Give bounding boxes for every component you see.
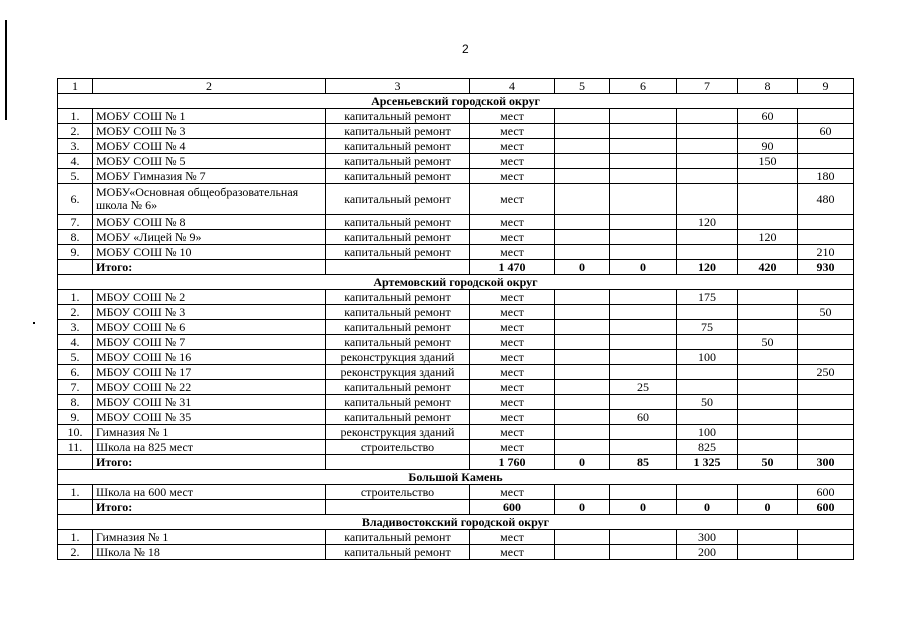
table-row	[58, 485, 854, 500]
section-row	[58, 94, 854, 109]
total-unit: 1 760	[470, 455, 555, 470]
total-col7: 120	[677, 260, 738, 275]
total-name: Итого:	[93, 260, 326, 275]
cell-col6	[610, 215, 677, 230]
cell-col5	[555, 320, 610, 335]
cell-col8	[738, 169, 798, 184]
cell-col6: 25	[610, 380, 677, 395]
cell-col6	[610, 320, 677, 335]
cell-col7: 175	[677, 290, 738, 305]
cell-col5	[555, 124, 610, 139]
cell-col8	[738, 485, 798, 500]
cell-col7	[677, 305, 738, 320]
cell-col9	[798, 425, 854, 440]
cell-name: МБОУ СОШ № 7	[93, 335, 326, 350]
cell-col7: 120	[677, 215, 738, 230]
cell-unit: мест	[470, 365, 555, 380]
cell-col5	[555, 245, 610, 260]
cell-col7	[677, 245, 738, 260]
cell-col9: 250	[798, 365, 854, 380]
cell-num: 8.	[58, 395, 93, 410]
cell-num: 4.	[58, 154, 93, 169]
table-row	[58, 139, 854, 154]
cell-col6	[610, 290, 677, 305]
cell-col7	[677, 124, 738, 139]
table-row	[58, 184, 854, 215]
cell-unit: мест	[470, 169, 555, 184]
cell-col6	[610, 305, 677, 320]
cell-unit: мест	[470, 335, 555, 350]
cell-num: 5.	[58, 169, 93, 184]
cell-col9	[798, 290, 854, 305]
cell-num: 3.	[58, 139, 93, 154]
cell-col6	[610, 440, 677, 455]
cell-col9	[798, 440, 854, 455]
cell-unit: мест	[470, 350, 555, 365]
cell-work-type: капитальный ремонт	[326, 215, 470, 230]
cell-col9	[798, 230, 854, 245]
cell-col7	[677, 485, 738, 500]
cell-num: 7.	[58, 215, 93, 230]
cell-col6	[610, 335, 677, 350]
total-col6: 85	[610, 455, 677, 470]
cell-col5	[555, 230, 610, 245]
cell-work-type: капитальный ремонт	[326, 109, 470, 124]
cell-work-type: капитальный ремонт	[326, 245, 470, 260]
cell-name: Гимназия № 1	[93, 425, 326, 440]
cell-col8: 120	[738, 230, 798, 245]
cell-col9	[798, 154, 854, 169]
cell-col7	[677, 154, 738, 169]
cell-work-type: капитальный ремонт	[326, 335, 470, 350]
cell-col9	[798, 380, 854, 395]
cell-col5	[555, 440, 610, 455]
cell-col8	[738, 365, 798, 380]
cell-col6	[610, 109, 677, 124]
cell-col9	[798, 109, 854, 124]
cell-num: 4.	[58, 335, 93, 350]
cell-name: МБОУ СОШ № 2	[93, 290, 326, 305]
cell-col5	[555, 154, 610, 169]
table-row	[58, 365, 854, 380]
table-row	[58, 109, 854, 124]
cell-name: МОБУ СОШ № 4	[93, 139, 326, 154]
cell-name: МБОУ СОШ № 16	[93, 350, 326, 365]
cell-col9	[798, 320, 854, 335]
total-col9: 300	[798, 455, 854, 470]
cell-name: МБОУ СОШ № 6	[93, 320, 326, 335]
table-row	[58, 410, 854, 425]
cell-col8	[738, 395, 798, 410]
cell-col9: 600	[798, 485, 854, 500]
cell-num: 8.	[58, 230, 93, 245]
header-cell-2: 2	[93, 79, 326, 94]
cell-name: МОБУ СОШ № 3	[93, 124, 326, 139]
cell-unit: мест	[470, 124, 555, 139]
total-num	[58, 455, 93, 470]
cell-work-type: капитальный ремонт	[326, 530, 470, 545]
section-row	[58, 515, 854, 530]
table-row	[58, 290, 854, 305]
cell-col7	[677, 335, 738, 350]
cell-work-type: строительство	[326, 440, 470, 455]
total-name: Итого:	[93, 500, 326, 515]
cell-unit: мест	[470, 109, 555, 124]
table-row	[58, 305, 854, 320]
cell-col5	[555, 380, 610, 395]
cell-num: 11.	[58, 440, 93, 455]
cell-col5	[555, 395, 610, 410]
cell-num: 6.	[58, 184, 93, 215]
cell-col8	[738, 530, 798, 545]
section-title: Большой Камень	[58, 470, 854, 485]
cell-unit: мест	[470, 485, 555, 500]
cell-col9	[798, 139, 854, 154]
cell-col7	[677, 410, 738, 425]
cell-unit: мест	[470, 305, 555, 320]
cell-col7: 200	[677, 545, 738, 560]
cell-col9: 180	[798, 169, 854, 184]
cell-work-type: капитальный ремонт	[326, 290, 470, 305]
cell-col5	[555, 139, 610, 154]
total-name: Итого:	[93, 455, 326, 470]
cell-num: 9.	[58, 410, 93, 425]
cell-col8	[738, 290, 798, 305]
total-num	[58, 260, 93, 275]
cell-unit: мест	[470, 530, 555, 545]
cell-col8	[738, 320, 798, 335]
cell-name: Школа на 825 мест	[93, 440, 326, 455]
cell-unit: мест	[470, 184, 555, 215]
cell-col8	[738, 184, 798, 215]
cell-unit: мест	[470, 380, 555, 395]
cell-name: Школа на 600 мест	[93, 485, 326, 500]
cell-name: МОБУ«Основная общеобразовательная школа № 6»	[93, 184, 326, 215]
cell-col7	[677, 169, 738, 184]
cell-col6	[610, 395, 677, 410]
cell-col9	[798, 530, 854, 545]
cell-col6: 60	[610, 410, 677, 425]
table-row	[58, 230, 854, 245]
cell-name: Школа № 18	[93, 545, 326, 560]
cell-unit: мест	[470, 154, 555, 169]
cell-col7	[677, 109, 738, 124]
cell-col7: 75	[677, 320, 738, 335]
cell-name: МБОУ СОШ № 22	[93, 380, 326, 395]
cell-name: Гимназия № 1	[93, 530, 326, 545]
section-title: Артемовский городской округ	[58, 275, 854, 290]
cell-col9	[798, 215, 854, 230]
cell-col5	[555, 545, 610, 560]
cell-col5	[555, 215, 610, 230]
cell-col6	[610, 245, 677, 260]
page-number: 2	[462, 42, 469, 56]
cell-col8	[738, 440, 798, 455]
cell-num: 6.	[58, 365, 93, 380]
cell-num: 2.	[58, 305, 93, 320]
cell-col9: 50	[798, 305, 854, 320]
cell-num: 7.	[58, 380, 93, 395]
cell-col5	[555, 410, 610, 425]
cell-col5	[555, 350, 610, 365]
table-row	[58, 335, 854, 350]
cell-name: МОБУ СОШ № 1	[93, 109, 326, 124]
cell-col6	[610, 169, 677, 184]
table-row	[58, 350, 854, 365]
cell-num: 2.	[58, 124, 93, 139]
cell-work-type: капитальный ремонт	[326, 230, 470, 245]
cell-col6	[610, 350, 677, 365]
cell-work-type: реконструкция зданий	[326, 350, 470, 365]
cell-unit: мест	[470, 545, 555, 560]
total-row	[58, 500, 854, 515]
cell-work-type: капитальный ремонт	[326, 139, 470, 154]
cell-col9: 60	[798, 124, 854, 139]
cell-col5	[555, 305, 610, 320]
cell-col7: 100	[677, 350, 738, 365]
cell-col7	[677, 230, 738, 245]
cell-col7: 100	[677, 425, 738, 440]
cell-work-type: капитальный ремонт	[326, 169, 470, 184]
total-work-type	[326, 260, 470, 275]
cell-col7: 50	[677, 395, 738, 410]
cell-col9: 480	[798, 184, 854, 215]
cell-col8	[738, 425, 798, 440]
cell-name: МОБУ Гимназия № 7	[93, 169, 326, 184]
cell-col8	[738, 410, 798, 425]
cell-name: МБОУ СОШ № 17	[93, 365, 326, 380]
cell-work-type: капитальный ремонт	[326, 124, 470, 139]
cell-work-type: капитальный ремонт	[326, 410, 470, 425]
total-row	[58, 455, 854, 470]
cell-col6	[610, 124, 677, 139]
total-work-type	[326, 500, 470, 515]
cell-unit: мест	[470, 410, 555, 425]
header-cell-5: 5	[555, 79, 610, 94]
table-row	[58, 124, 854, 139]
cell-col8	[738, 305, 798, 320]
cell-unit: мест	[470, 440, 555, 455]
cell-name: МОБУ СОШ № 10	[93, 245, 326, 260]
section-title: Арсеньевский городской округ	[58, 94, 854, 109]
cell-col8: 50	[738, 335, 798, 350]
table-row	[58, 169, 854, 184]
cell-unit: мест	[470, 215, 555, 230]
cell-col6	[610, 485, 677, 500]
cell-col6	[610, 139, 677, 154]
section-row	[58, 275, 854, 290]
cell-col5	[555, 425, 610, 440]
cell-num: 5.	[58, 350, 93, 365]
cell-num: 9.	[58, 245, 93, 260]
cell-col6	[610, 154, 677, 169]
header-cell-4: 4	[470, 79, 555, 94]
total-num	[58, 500, 93, 515]
cell-col9	[798, 545, 854, 560]
total-unit: 600	[470, 500, 555, 515]
cell-col9	[798, 410, 854, 425]
cell-num: 1.	[58, 485, 93, 500]
total-work-type	[326, 455, 470, 470]
header-cell-8: 8	[738, 79, 798, 94]
cell-col6	[610, 425, 677, 440]
total-col9: 600	[798, 500, 854, 515]
cell-unit: мест	[470, 290, 555, 305]
cell-work-type: капитальный ремонт	[326, 395, 470, 410]
cell-num: 3.	[58, 320, 93, 335]
cell-unit: мест	[470, 139, 555, 154]
cell-work-type: капитальный ремонт	[326, 545, 470, 560]
cell-num: 2.	[58, 545, 93, 560]
cell-col8	[738, 545, 798, 560]
cell-work-type: капитальный ремонт	[326, 320, 470, 335]
cell-col5	[555, 530, 610, 545]
cell-work-type: реконструкция зданий	[326, 425, 470, 440]
cell-col5	[555, 290, 610, 305]
cell-work-type: капитальный ремонт	[326, 305, 470, 320]
cell-col8: 60	[738, 109, 798, 124]
cell-col8	[738, 380, 798, 395]
cell-col7	[677, 365, 738, 380]
cell-col7: 300	[677, 530, 738, 545]
cell-col8	[738, 124, 798, 139]
cell-col6	[610, 530, 677, 545]
total-col5: 0	[555, 260, 610, 275]
total-col6: 0	[610, 260, 677, 275]
cell-work-type: капитальный ремонт	[326, 184, 470, 215]
total-col8: 50	[738, 455, 798, 470]
total-col7: 1 325	[677, 455, 738, 470]
cell-col6	[610, 365, 677, 380]
cell-col8	[738, 350, 798, 365]
cell-col8	[738, 215, 798, 230]
cell-name: МБОУ СОШ № 35	[93, 410, 326, 425]
cell-col9	[798, 335, 854, 350]
total-col9: 930	[798, 260, 854, 275]
cell-col5	[555, 365, 610, 380]
cell-num: 1.	[58, 290, 93, 305]
cell-unit: мест	[470, 230, 555, 245]
table-row	[58, 425, 854, 440]
program-table	[57, 78, 854, 560]
cell-num: 10.	[58, 425, 93, 440]
total-col5: 0	[555, 500, 610, 515]
cell-unit: мест	[470, 320, 555, 335]
cell-work-type: строительство	[326, 485, 470, 500]
section-title: Владивостокский городской округ	[58, 515, 854, 530]
cell-num: 1.	[58, 530, 93, 545]
cell-col6	[610, 184, 677, 215]
cell-col5	[555, 184, 610, 215]
cell-col6	[610, 545, 677, 560]
cell-unit: мест	[470, 245, 555, 260]
cell-col8	[738, 245, 798, 260]
total-col5: 0	[555, 455, 610, 470]
cell-work-type: реконструкция зданий	[326, 365, 470, 380]
total-col6: 0	[610, 500, 677, 515]
table-row	[58, 380, 854, 395]
cell-unit: мест	[470, 425, 555, 440]
table-row	[58, 545, 854, 560]
cell-work-type: капитальный ремонт	[326, 154, 470, 169]
margin-dot	[33, 322, 35, 324]
table-row	[58, 395, 854, 410]
cell-name: МБОУ СОШ № 31	[93, 395, 326, 410]
cell-col7	[677, 184, 738, 215]
cell-col5	[555, 169, 610, 184]
table-row	[58, 245, 854, 260]
cell-work-type: капитальный ремонт	[326, 380, 470, 395]
cell-name: МБОУ СОШ № 3	[93, 305, 326, 320]
table-row	[58, 320, 854, 335]
cell-col5	[555, 335, 610, 350]
cell-unit: мест	[470, 395, 555, 410]
total-unit: 1 470	[470, 260, 555, 275]
table-row	[58, 530, 854, 545]
cell-col9	[798, 395, 854, 410]
cell-col9	[798, 350, 854, 365]
margin-line	[5, 20, 7, 120]
header-row	[58, 79, 854, 94]
total-col7: 0	[677, 500, 738, 515]
cell-col9: 210	[798, 245, 854, 260]
table-row	[58, 154, 854, 169]
total-row	[58, 260, 854, 275]
cell-col8: 90	[738, 139, 798, 154]
cell-num: 1.	[58, 109, 93, 124]
cell-col5	[555, 485, 610, 500]
cell-col7: 825	[677, 440, 738, 455]
section-row	[58, 470, 854, 485]
cell-name: МОБУ СОШ № 8	[93, 215, 326, 230]
cell-col8: 150	[738, 154, 798, 169]
header-cell-3: 3	[326, 79, 470, 94]
cell-name: МОБУ СОШ № 5	[93, 154, 326, 169]
cell-col6	[610, 230, 677, 245]
header-cell-9: 9	[798, 79, 854, 94]
cell-col7	[677, 380, 738, 395]
header-cell-1: 1	[58, 79, 93, 94]
header-cell-6: 6	[610, 79, 677, 94]
table-row	[58, 215, 854, 230]
total-col8: 420	[738, 260, 798, 275]
total-col8: 0	[738, 500, 798, 515]
header-cell-7: 7	[677, 79, 738, 94]
table-row	[58, 440, 854, 455]
cell-col5	[555, 109, 610, 124]
cell-name: МОБУ «Лицей № 9»	[93, 230, 326, 245]
cell-col7	[677, 139, 738, 154]
